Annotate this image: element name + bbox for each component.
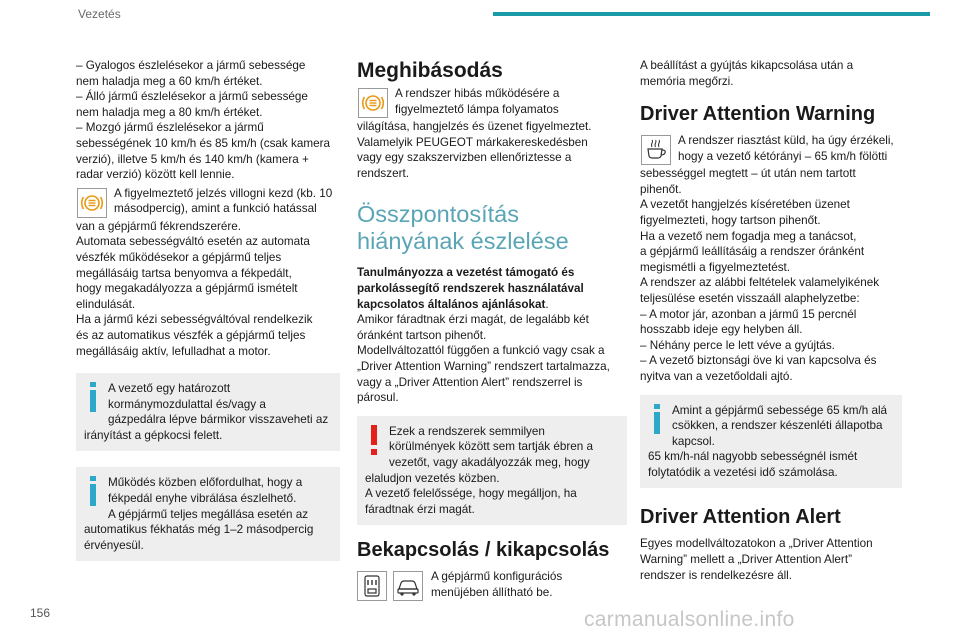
line: – Álló jármű észlelésekor a jármű sebessége <box>76 90 308 104</box>
line: vészfék működésekor a gépjármű teljes <box>76 250 282 264</box>
heading-line: Összpontosítás <box>357 201 519 228</box>
bold-line: parkolássegítő rendszerek használatával <box>357 281 584 295</box>
exclamation-icon <box>365 424 383 458</box>
line: Ha a jármű kézi sebességváltóval rendelkezik <box>76 313 313 327</box>
line: nem haladja meg a 80 km/h értéket. <box>76 105 263 119</box>
info-icon <box>648 403 666 437</box>
line: elindulását. <box>76 297 136 311</box>
line: Ha a vezető nem fogadja meg a tanácsot, <box>640 229 857 243</box>
line: van a gépjármű fékrendszerére. <box>76 219 242 233</box>
line: Ezek a rendszerek semmilyen <box>389 424 545 438</box>
warning-lamp-icon <box>357 87 389 119</box>
info-note <box>76 467 340 561</box>
info-icon <box>84 381 102 415</box>
line: A gépjármű teljes megállása esetén az <box>108 507 309 521</box>
line: hosszabb ideje egy helyben áll. <box>640 323 803 337</box>
line: folytatódik a vezetési idő számolása. <box>648 465 838 479</box>
settings-menu-icon <box>357 571 387 606</box>
line: verzió), illetve 5 km/h és 140 km/h (kamera + <box>76 152 309 166</box>
line: A vezetőt hangjelzés kíséretében üzenet <box>640 198 850 212</box>
info-note <box>640 395 902 489</box>
line: vagy egy szakszervizben ellenőriztesse a <box>357 151 572 165</box>
warning-paragraph <box>76 186 340 219</box>
line: pihenőt. <box>640 182 682 196</box>
warning-lamp-icon <box>76 187 108 219</box>
heading-line: hiányának észlelése <box>357 228 569 255</box>
header-bar <box>493 12 930 16</box>
line: teljesülése esetén visszaáll alaphelyzetbe: <box>640 291 860 305</box>
line: Amikor fáradtnak érzi magát, de legalább két <box>357 313 589 327</box>
line: és az automatikus vészfék a gépjármű teljes <box>76 328 306 342</box>
line: A rendszer az alábbi feltételek valamelyikének <box>640 276 880 290</box>
line: nyitva van a vezetőoldali ajtó. <box>640 369 793 383</box>
bold-line <box>357 297 627 313</box>
line: kapcsol. <box>672 434 715 448</box>
bold-line: Tanulmányozza a vezetést támogató és <box>357 266 575 280</box>
line: A gépjármű konfigurációs <box>431 570 563 584</box>
line: – Mozgó jármű észlelésekor a jármű <box>76 121 264 135</box>
line: párosul. <box>357 391 399 405</box>
line: Egyes modellváltozatokon a „Driver Attention <box>640 537 873 551</box>
line: „Driver Attention Warning” rendszert tartalmazza, <box>357 359 610 373</box>
line: A vezető egy határozott <box>108 382 231 396</box>
heading-daa: Driver Attention Alert <box>640 506 841 529</box>
line: figyelmeztető lámpa folyamatos <box>395 102 559 116</box>
warning-note <box>357 416 627 526</box>
line: megállásáig tartsa benyomva a fékpedált, <box>76 266 292 280</box>
line: megállásáig aktív, lefulladhat a motor. <box>76 344 271 358</box>
line: automatikus fékhatás még 1–2 másodpercig <box>84 523 314 537</box>
line: a gépjármű leállításáig a rendszer óránként <box>640 245 865 259</box>
line: radar verzió) között kell lennie. <box>76 168 235 182</box>
line: nem haladja meg a 60 km/h értéket. <box>76 74 263 88</box>
line: – A motor jár, azonban a jármű 15 percnél <box>640 307 857 321</box>
line: elaludjon vezetés közben. <box>365 471 500 485</box>
column-2 <box>357 58 627 606</box>
line: Amint a gépjármű sebessége 65 km/h alá <box>672 403 888 417</box>
line: A rendszer hibás működésére a <box>395 87 560 100</box>
line: A vezető felelőssége, hogy megálljon, ha <box>365 487 577 501</box>
line: Modellváltozattól függően a funkció vagy csak a <box>357 344 605 358</box>
line: figyelmezteti, hogy tartson pihenőt. <box>640 213 821 227</box>
watermark: carmanualsonline.info <box>584 608 795 631</box>
line: A figyelmeztető jelzés villogni kezd (kb. 10 <box>114 186 333 200</box>
coffee-cup-icon <box>640 134 672 166</box>
heading-attention <box>357 201 627 255</box>
icon-pair <box>357 571 423 606</box>
heading-fault: Meghibásodás <box>357 59 503 82</box>
line: csökken, a rendszer készenléti állapotba <box>672 419 883 433</box>
line: fékpedál enyhe vibrálása észlelhető. <box>108 492 297 506</box>
header-label: Vezetés <box>78 7 121 21</box>
heading-onoff: Bekapcsolás / kikapcsolás <box>357 539 610 562</box>
line: sebességgel megtett – út után nem tartott <box>640 167 856 181</box>
line: másodpercig), amint a funkció hatással <box>114 202 317 216</box>
info-icon <box>84 475 102 509</box>
line: hogy a vezető kétórányi – 65 km/h fölötti <box>678 149 888 163</box>
line: Valamelyik PEUGEOT márkakereskedésben <box>357 135 588 149</box>
line: – A vezető biztonsági öve ki van kapcsolva és <box>640 354 877 368</box>
line: sebességének 10 km/h és 85 km/h (csak kamera <box>76 136 330 150</box>
line: Warning” mellett a „Driver Attention Alert” <box>640 553 852 567</box>
line: vezetőt, vagy akadályozzák meg, hogy <box>389 455 590 469</box>
line: irányítást a gépkocsi felett. <box>84 428 223 442</box>
line: vagy a „Driver Attention Alert” rendszerrel is <box>357 375 583 389</box>
line: – Gyalogos észlelésekor a jármű sebessége <box>76 59 306 72</box>
line: megismétli a figyelmeztetést. <box>640 260 791 274</box>
column-3 <box>640 58 902 583</box>
line: érvényesül. <box>84 538 144 552</box>
line: rendszert. <box>357 166 409 180</box>
line: A rendszer riasztást küld, ha úgy érzékeli, <box>678 134 894 148</box>
column-1 <box>76 58 340 569</box>
bold-suffix: . <box>545 297 549 311</box>
onoff-paragraph <box>357 569 627 606</box>
line: menüjében állítható be. <box>431 585 553 599</box>
bold-span: kapcsolatos általános ajánlásokat <box>357 297 546 311</box>
daw-paragraph <box>640 133 902 166</box>
fault-paragraph <box>357 86 627 119</box>
line: Automata sebességváltó esetén az automata <box>76 235 310 249</box>
line: gázpedálra lépve bármikor visszaveheti az <box>108 413 329 427</box>
line: – Néhány perce le lett véve a gyújtás. <box>640 338 835 352</box>
line: világítása, hangjelzés és üzenet figyelmeztet. <box>357 120 592 133</box>
heading-daw: Driver Attention Warning <box>640 103 876 126</box>
info-note <box>76 373 340 451</box>
line: fáradtnak érzi magát. <box>365 502 475 516</box>
line: hogy megakadályozza a gépjármű ismételt <box>76 282 298 296</box>
line: óránként tartson pihenőt. <box>357 328 487 342</box>
car-icon <box>393 571 423 606</box>
line: memória megőrzi. <box>640 74 734 88</box>
line: rendszer is rendelkezésre áll. <box>640 568 793 582</box>
line: 65 km/h-nál nagyobb sebességnél ismét <box>648 450 858 464</box>
line: körülmények között sem tartják ébren a <box>389 440 593 454</box>
line: Működés közben előfordulhat, hogy a <box>108 476 303 490</box>
line: A beállítást a gyújtás kikapcsolása után a <box>640 59 854 72</box>
page-number: 156 <box>30 606 51 620</box>
line: kormánymozdulattal és/vagy a <box>108 397 266 411</box>
